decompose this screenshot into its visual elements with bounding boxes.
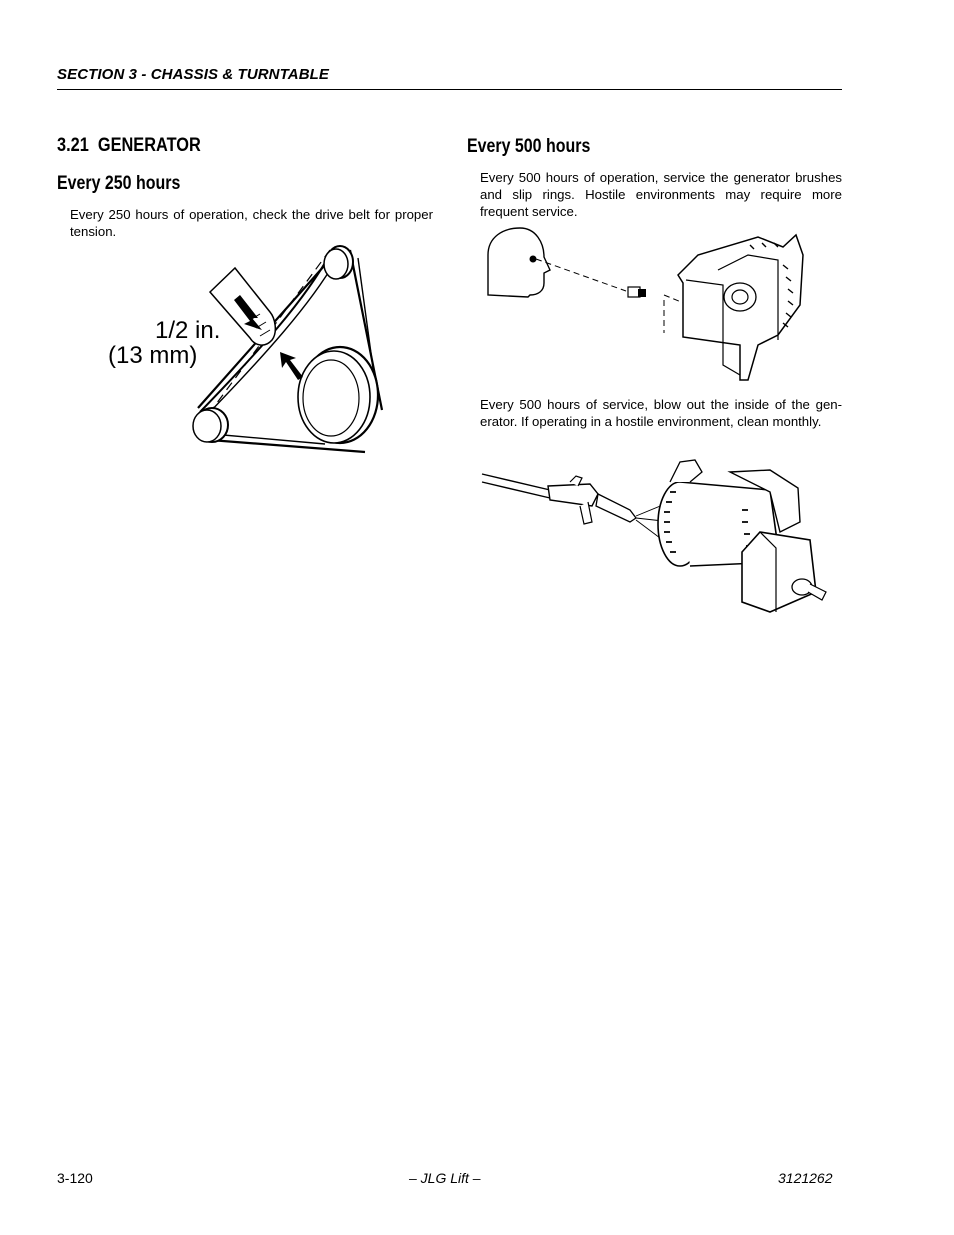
brush-inspection-figure [478,225,818,387]
deflection-label-mm: (13 mm) [108,342,198,369]
section-title: GENERATOR [97,135,201,156]
heading-every-250-hours: Every 250 hours [57,173,181,194]
header-rule [57,89,842,90]
section-number: 3.21 [57,135,89,156]
footer-publisher: – JLG Lift – [409,1170,481,1186]
deflection-label-inches: 1/2 in. [155,317,221,344]
paragraph-500-hours-blowout: Every 500 hours of service, blow out the inside of the gen-erator. If operating in a hostile environment, clean monthly. [480,397,842,429]
section-header-title: SECTION 3 - CHASSIS & TURNTABLE [57,66,330,83]
paragraph-500-hours-brushes: Every 500 hours of operation, service the generator brushes and slip rings. Hostile environments may require more frequent service. [480,170,842,219]
blowout-figure [480,452,840,617]
footer-doc-number: 3121262 [778,1170,833,1186]
belt-tension-figure [100,240,400,455]
section-heading [57,135,201,157]
footer-page-number: 3-120 [57,1170,93,1186]
heading-every-500-hours: Every 500 hours [467,136,591,157]
paragraph-250-hours: Every 250 hours of operation, check the drive belt for proper tension. [70,207,433,239]
